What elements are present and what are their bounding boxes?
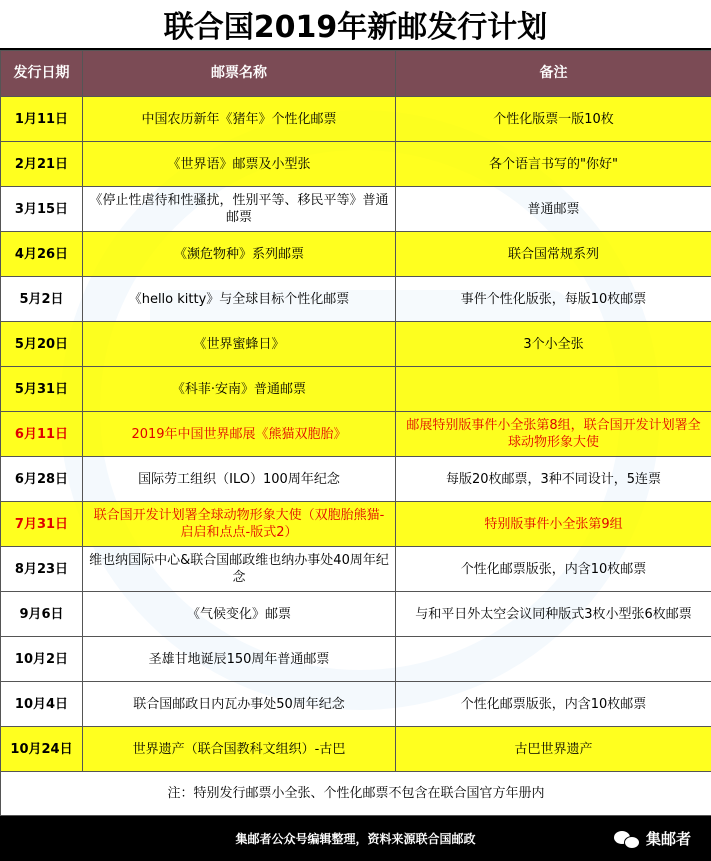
- cell-name: 《濒危物种》系列邮票: [83, 232, 396, 277]
- header-remark: 备注: [396, 51, 711, 97]
- page-title: 联合国2019年新邮发行计划: [0, 0, 711, 50]
- cell-name: 《停止性虐待和性骚扰，性别平等、移民平等》普通邮票: [83, 187, 396, 232]
- table-row: [1, 592, 711, 637]
- cell-name: 圣雄甘地诞辰150周年普通邮票: [83, 637, 396, 682]
- issue-plan-table: [0, 50, 711, 816]
- table-row: [1, 547, 711, 592]
- cell-name: 《世界语》邮票及小型张: [83, 142, 396, 187]
- cell-date: 10月2日: [1, 637, 83, 682]
- cell-remark: [396, 367, 711, 412]
- cell-date: 6月11日: [1, 412, 83, 457]
- table-row: [1, 277, 711, 322]
- table-row: [1, 502, 711, 547]
- cell-remark: 事件个性化版张，每版10枚邮票: [396, 277, 711, 322]
- table-note: 注：特别发行邮票小全张、个性化邮票不包含在联合国官方年册内: [1, 772, 711, 816]
- table-row: [1, 412, 711, 457]
- cell-name: 联合国邮政日内瓦办事处50周年纪念: [83, 682, 396, 727]
- cell-remark: 个性化邮票版张，内含10枚邮票: [396, 547, 711, 592]
- table-row: [1, 97, 711, 142]
- table-header-row: [1, 51, 711, 97]
- cell-date: 6月28日: [1, 457, 83, 502]
- cell-name: 《科菲·安南》普通邮票: [83, 367, 396, 412]
- cell-name: 中国农历新年《猪年》个性化邮票: [83, 97, 396, 142]
- cell-remark: [396, 637, 711, 682]
- cell-remark: 个性化版票一版10枚: [396, 97, 711, 142]
- table-row: [1, 682, 711, 727]
- brand-logo: [614, 816, 691, 861]
- cell-remark: 个性化邮票版张，内含10枚邮票: [396, 682, 711, 727]
- cell-remark: 普通邮票: [396, 187, 711, 232]
- cell-remark: 3个小全张: [396, 322, 711, 367]
- cell-remark: 特别版事件小全张第9组: [396, 502, 711, 547]
- table-row: [1, 367, 711, 412]
- cell-name: 《世界蜜蜂日》: [83, 322, 396, 367]
- cell-date: 5月31日: [1, 367, 83, 412]
- table-row: [1, 232, 711, 277]
- cell-name: 2019年中国世界邮展《熊猫双胞胎》: [83, 412, 396, 457]
- cell-date: 10月4日: [1, 682, 83, 727]
- note-row: [1, 772, 711, 816]
- cell-date: 3月15日: [1, 187, 83, 232]
- cell-remark: 每版20枚邮票，3种不同设计，5连票: [396, 457, 711, 502]
- cell-date: 1月11日: [1, 97, 83, 142]
- cell-remark: 各个语言书写的"你好": [396, 142, 711, 187]
- cell-date: 8月23日: [1, 547, 83, 592]
- table-row: [1, 457, 711, 502]
- cell-date: 7月31日: [1, 502, 83, 547]
- header-date: 发行日期: [1, 51, 83, 97]
- header-name: 邮票名称: [83, 51, 396, 97]
- cell-remark: 联合国常规系列: [396, 232, 711, 277]
- cell-name: 《hello kitty》与全球目标个性化邮票: [83, 277, 396, 322]
- footer-credit: 集邮者公众号编辑整理，资料来源联合国邮政: [0, 816, 711, 861]
- table-row: [1, 637, 711, 682]
- cell-name: 《气候变化》邮票: [83, 592, 396, 637]
- cell-date: 4月26日: [1, 232, 83, 277]
- brand-name: 集邮者: [645, 830, 691, 848]
- table-row: [1, 727, 711, 772]
- table-row: [1, 142, 711, 187]
- table-row: [1, 187, 711, 232]
- cell-date: 2月21日: [1, 142, 83, 187]
- cell-date: 5月2日: [1, 277, 83, 322]
- cell-date: 10月24日: [1, 727, 83, 772]
- cell-remark: 与和平日外太空会议同种版式3枚小型张6枚邮票: [396, 592, 711, 637]
- cell-name: 世界遗产（联合国教科文组织）-古巴: [83, 727, 396, 772]
- cell-remark: 古巴世界遗产: [396, 727, 711, 772]
- cell-name: 国际劳工组织（ILO）100周年纪念: [83, 457, 396, 502]
- cell-remark: 邮展特别版事件小全张第8组，联合国开发计划署全球动物形象大使: [396, 412, 711, 457]
- cell-name: 联合国开发计划署全球动物形象大使（双胞胎熊猫-启启和点点-版式2）: [83, 502, 396, 547]
- cell-date: 9月6日: [1, 592, 83, 637]
- table-row: [1, 322, 711, 367]
- cell-date: 5月20日: [1, 322, 83, 367]
- cell-name: 维也纳国际中心&联合国邮政维也纳办事处40周年纪念: [83, 547, 396, 592]
- wechat-icon: [614, 829, 640, 849]
